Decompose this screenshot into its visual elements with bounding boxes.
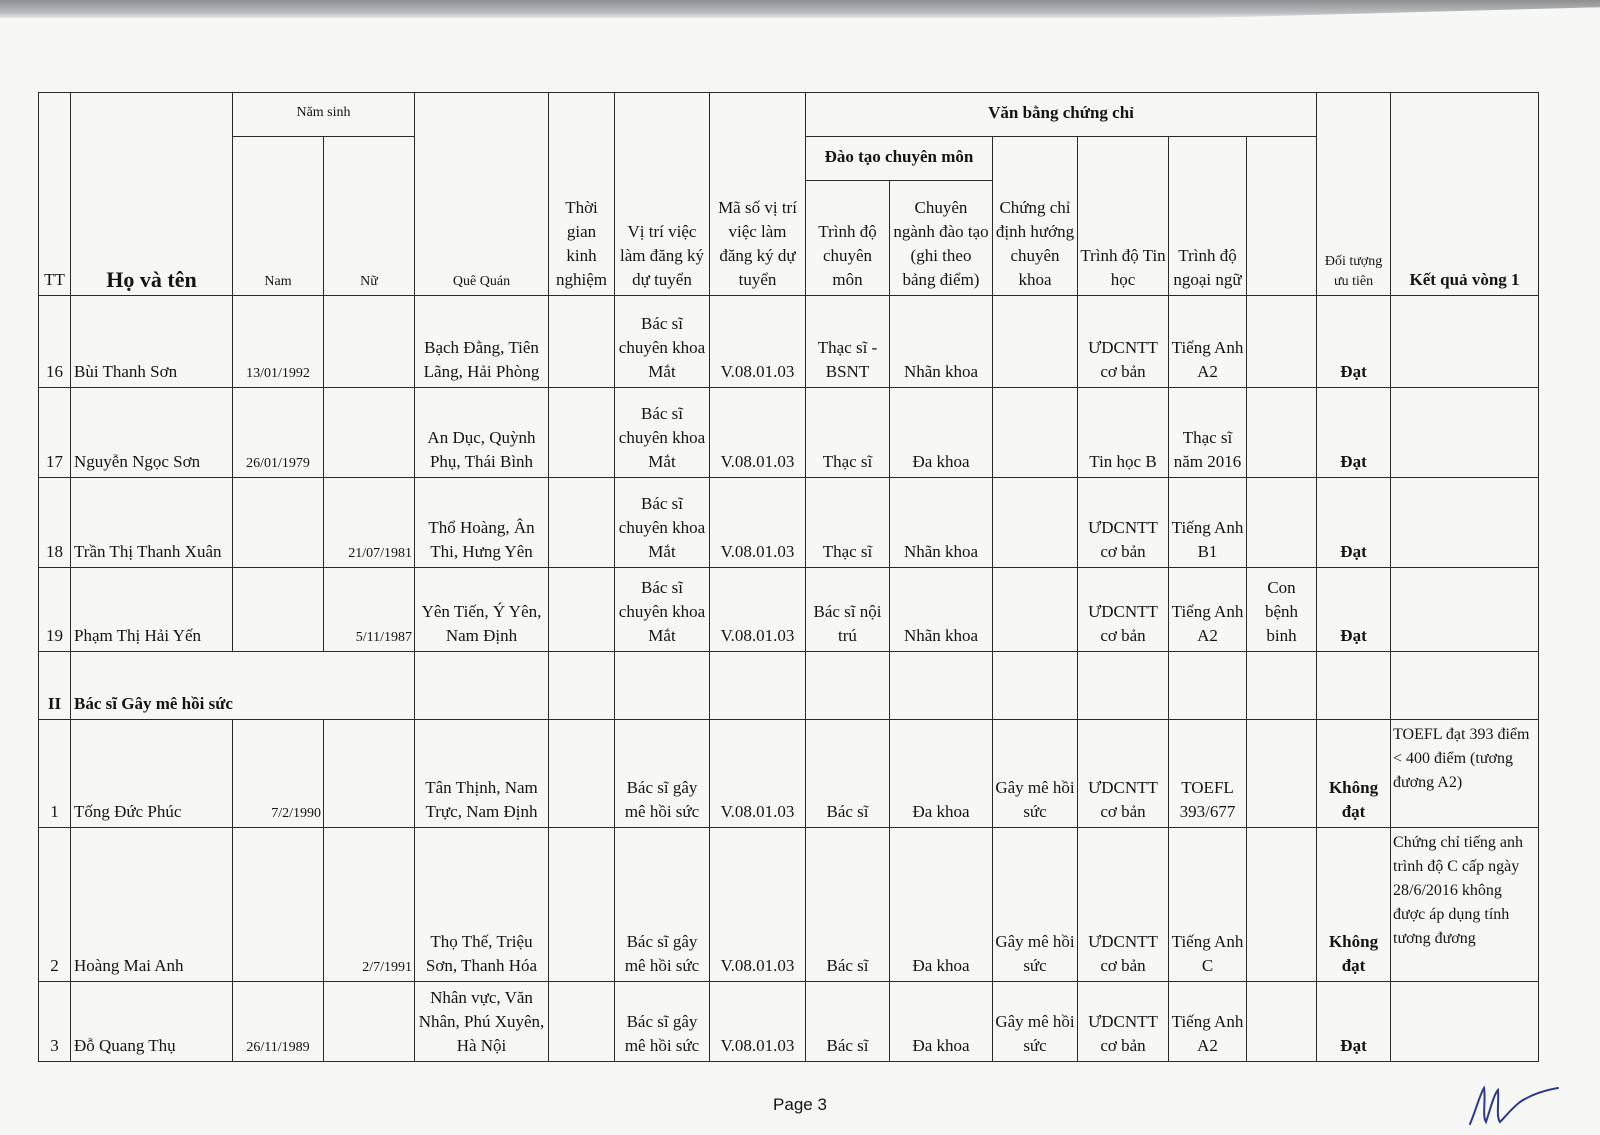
cell-it: ƯDCNTT cơ bản [1078,568,1169,652]
cell-note [1391,388,1539,478]
cell-tt: 1 [39,720,71,828]
header-specialty-cert: Chứng chỉ định hướng chuyên khoa [993,137,1078,296]
cell-result: Đạt [1317,388,1391,478]
cell-result: Đạt [1317,478,1391,568]
cell-note [1391,296,1539,388]
empty-cell [710,652,806,720]
cell-result: Không đạt [1317,828,1391,982]
header-result: Kết quả vòng 1 [1391,93,1539,296]
cell-position: Bác sĩ chuyên khoa Mắt [615,388,710,478]
cell-prof-level: Bác sĩ nội trú [806,568,890,652]
cell-major: Nhãn khoa [890,568,993,652]
scan-edge [0,0,1600,18]
table-row [39,828,1539,982]
cell-specialty: Gây mê hồi sức [993,828,1078,982]
cell-note: TOEFL đạt 393 điểm < 400 điểm (tương đương A2) [1391,720,1539,828]
table-row [39,388,1539,478]
cell-position-code: V.08.01.03 [710,296,806,388]
cell-female-dob: 2/7/1991 [324,828,415,982]
cell-name: Bùi Thanh Sơn [71,296,233,388]
header-prof-level: Trình độ chuyên môn [806,181,890,296]
signature-icon [1462,1080,1562,1130]
cell-note [1391,478,1539,568]
cell-major: Đa khoa [890,828,993,982]
cell-specialty [993,478,1078,568]
empty-cell [890,652,993,720]
header-experience: Thời gian kinh nghiệm [549,93,615,296]
header-language-level: Trình độ ngoại ngữ [1169,137,1247,296]
candidate-table-container [38,92,1539,1062]
empty-cell [549,652,615,720]
cell-name: Trần Thị Thanh Xuân [71,478,233,568]
cell-name: Nguyễn Ngọc Sơn [71,388,233,478]
cell-position: Bác sĩ gây mê hồi sức [615,982,710,1062]
empty-cell [1391,652,1539,720]
cell-female-dob [324,296,415,388]
cell-priority [1247,982,1317,1062]
cell-prof-level: Thạc sĩ - BSNT [806,296,890,388]
cell-female-dob [324,720,415,828]
header-certificates: Văn bằng chứng chỉ [806,93,1317,137]
cell-priority [1247,388,1317,478]
cell-experience [549,478,615,568]
cell-male-dob: 26/01/1979 [233,388,324,478]
cell-prof-level: Bác sĩ [806,828,890,982]
table-row [39,478,1539,568]
empty-cell [993,652,1078,720]
cell-result: Không đạt [1317,720,1391,828]
cell-name: Đỗ Quang Thụ [71,982,233,1062]
cell-experience [549,982,615,1062]
cell-experience [549,568,615,652]
cell-major: Nhãn khoa [890,478,993,568]
cell-male-dob [233,828,324,982]
cell-experience [549,720,615,828]
cell-position-code: V.08.01.03 [710,982,806,1062]
header-professional-training: Đào tạo chuyên môn [806,137,993,181]
cell-prof-level: Bác sĩ [806,982,890,1062]
cell-male-dob: 13/01/1992 [233,296,324,388]
header-major: Chuyên ngành đào tạo (ghi theo bảng điểm) [890,181,993,296]
cell-position-code: V.08.01.03 [710,720,806,828]
cell-specialty [993,388,1078,478]
cell-position-code: V.08.01.03 [710,828,806,982]
cell-priority [1247,720,1317,828]
cell-male-dob [233,478,324,568]
cell-language: Thạc sĩ năm 2016 [1169,388,1247,478]
cell-tt: 18 [39,478,71,568]
cell-language: Tiếng Anh A2 [1169,568,1247,652]
header-male: Nam [233,137,324,296]
cell-prof-level: Thạc sĩ [806,478,890,568]
cell-hometown: Nhân vực, Văn Nhân, Phú Xuyên, Hà Nội [415,982,549,1062]
cell-prof-level: Bác sĩ [806,720,890,828]
table-row [39,720,1539,828]
cell-position-code: V.08.01.03 [710,478,806,568]
cell-major: Đa khoa [890,388,993,478]
cell-result: Đạt [1317,568,1391,652]
cell-female-dob: 21/07/1981 [324,478,415,568]
cell-language: Tiếng Anh B1 [1169,478,1247,568]
cell-name: Hoàng Mai Anh [71,828,233,982]
cell-language: TOEFL 393/677 [1169,720,1247,828]
header-position: Vị trí việc làm đăng ký dự tuyển [615,93,710,296]
cell-female-dob: 5/11/1987 [324,568,415,652]
cell-female-dob [324,388,415,478]
header-tt: TT [39,93,71,296]
cell-language: Tiếng Anh A2 [1169,296,1247,388]
candidate-table [38,92,1539,1062]
cell-note [1391,982,1539,1062]
table-row [39,982,1539,1062]
cell-position: Bác sĩ chuyên khoa Mắt [615,296,710,388]
cell-it: Tin học B [1078,388,1169,478]
cell-hometown: Bạch Đằng, Tiên Lãng, Hải Phòng [415,296,549,388]
table-row [39,296,1539,388]
cell-priority [1247,828,1317,982]
header-it-level: Trình độ Tin học [1078,137,1169,296]
section-row [39,652,1539,720]
cell-major: Đa khoa [890,720,993,828]
cell-tt: 2 [39,828,71,982]
cell-position: Bác sĩ chuyên khoa Mắt [615,478,710,568]
cell-hometown: Yên Tiến, Ý Yên, Nam Định [415,568,549,652]
cell-female-dob [324,982,415,1062]
cell-name: Phạm Thị Hải Yến [71,568,233,652]
cell-priority: Con bệnh binh [1247,568,1317,652]
empty-cell [1169,652,1247,720]
cell-tt: 3 [39,982,71,1062]
cell-specialty: Gây mê hồi sức [993,982,1078,1062]
cell-male-dob [233,568,324,652]
empty-cell [1317,652,1391,720]
cell-experience [549,828,615,982]
cell-result: Đạt [1317,982,1391,1062]
empty-cell [806,652,890,720]
cell-priority [1247,478,1317,568]
section-number: II [39,652,71,720]
cell-male-dob: 26/11/1989 [233,982,324,1062]
cell-position: Bác sĩ gây mê hồi sức [615,828,710,982]
cell-position: Bác sĩ gây mê hồi sức [615,720,710,828]
header-position-code: Mã số vị trí việc làm đăng ký dự tuyển [710,93,806,296]
header-hometown: Quê Quán [415,93,549,296]
cell-it: ƯDCNTT cơ bản [1078,720,1169,828]
cell-tt: 16 [39,296,71,388]
cell-position: Bác sĩ chuyên khoa Mắt [615,568,710,652]
header-birth-year: Năm sinh [233,93,415,137]
cell-it: ƯDCNTT cơ bản [1078,982,1169,1062]
cell-note [1391,568,1539,652]
cell-hometown: An Dục, Quỳnh Phụ, Thái Bình [415,388,549,478]
cell-experience [549,296,615,388]
cell-hometown: Tân Thịnh, Nam Trực, Nam Định [415,720,549,828]
cell-male-dob: 7/2/1990 [233,720,324,828]
header-priority: Đối tượng ưu tiên [1317,93,1391,296]
cell-note: Chứng chỉ tiếng anh trình độ C cấp ngày 28/6/2016 không được áp dụng tính tương đương [1391,828,1539,982]
cell-it: ƯDCNTT cơ bản [1078,478,1169,568]
cell-specialty [993,568,1078,652]
cell-hometown: Thọ Thế, Triệu Sơn, Thanh Hóa [415,828,549,982]
cell-major: Nhãn khoa [890,296,993,388]
cell-experience [549,388,615,478]
cell-language: Tiếng Anh C [1169,828,1247,982]
cell-hometown: Thổ Hoàng, Ân Thi, Hưng Yên [415,478,549,568]
empty-cell [415,652,549,720]
cell-tt: 19 [39,568,71,652]
cell-result: Đạt [1317,296,1391,388]
empty-cell [615,652,710,720]
empty-cell [1078,652,1169,720]
cell-name: Tống Đức Phúc [71,720,233,828]
cell-priority [1247,296,1317,388]
cell-position-code: V.08.01.03 [710,388,806,478]
cell-language: Tiếng Anh A2 [1169,982,1247,1062]
cell-tt: 17 [39,388,71,478]
cell-specialty: Gây mê hồi sức [993,720,1078,828]
cell-it: ƯDCNTT cơ bản [1078,828,1169,982]
header-female: Nữ [324,137,415,296]
section-title: Bác sĩ Gây mê hồi sức [71,652,415,720]
cell-prof-level: Thạc sĩ [806,388,890,478]
header-name: Họ và tên [71,93,233,296]
cell-specialty [993,296,1078,388]
page-number: Page 3 [773,1095,827,1114]
cell-position-code: V.08.01.03 [710,568,806,652]
empty-cell [1247,652,1317,720]
cell-major: Đa khoa [890,982,993,1062]
cell-it: ƯDCNTT cơ bản [1078,296,1169,388]
table-row [39,568,1539,652]
